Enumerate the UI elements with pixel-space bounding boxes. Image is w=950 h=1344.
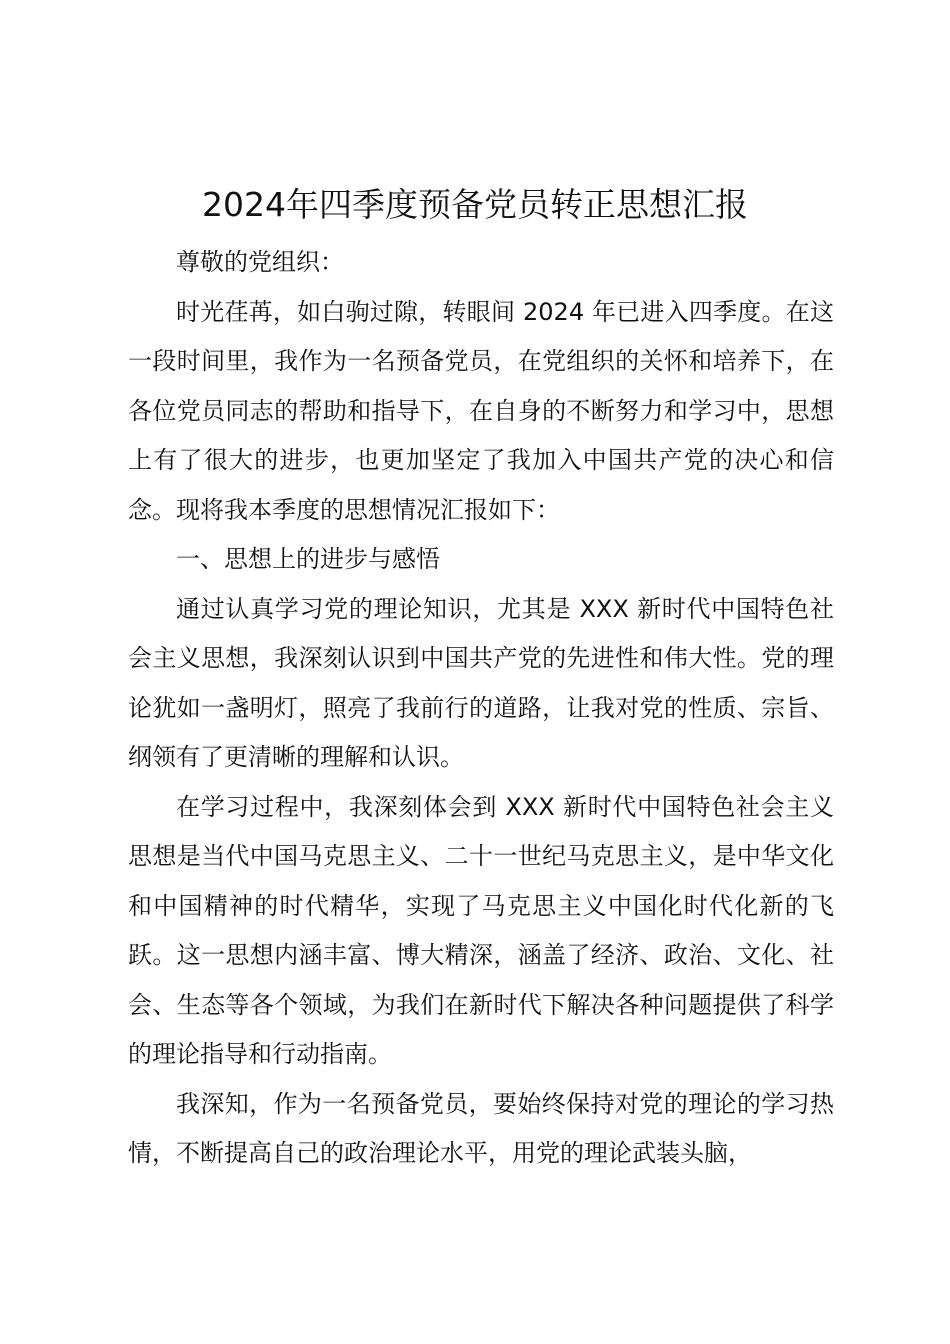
paragraph-commitment: 我深知，作为一名预备党员，要始终保持对党的理论的学习热情，不断提高自己的政治理论水平，用党的理论武装头脑， xyxy=(128,1089,834,1167)
paragraph-intro: 时光荏苒，如白驹过隙，转眼间 2024 年已进入四季度。在这一段时间里，我作为一名预备党员，在党组织的关怀和培养下，在各位党员同志的帮助和指导下，在自身的不断努力和学习中，思想上有了很大的进步，也更加坚定了我加入中国共产党的决心和信念。现将我本季度的思想情况汇报如下： xyxy=(128,297,834,524)
document-title: 2024年四季度预备党员转正思想汇报 xyxy=(202,185,748,224)
paragraph-theory-study: 通过认真学习党的理论知识，尤其是 XXX 新时代中国特色社会主义思想，我深刻认识到中国共产党的先进性和伟大性。党的理论犹如一盏明灯，照亮了我前行的道路，让我对党的性质、宗旨、纲领有了更清晰的理解和认识。 xyxy=(128,594,834,771)
document-body xyxy=(128,238,834,1179)
section-heading: 一、思想上的进步与感悟 xyxy=(176,545,440,573)
paragraph-learning-process: 在学习过程中，我深刻体会到 XXX 新时代中国特色社会主义思想是当代中国马克思主义、二十一世纪马克思主义，是中华文化和中国精神的时代精华，实现了马克思主义中国化时代化新的飞跃。这一思想内涵丰富、博大精深，涵盖了经济、政治、文化、社会、生态等各个领域，为我们在新时代下解决各种问题提供了科学的理论指导和行动指南。 xyxy=(128,792,834,1068)
salutation: 尊敬的党组织： xyxy=(176,248,344,276)
